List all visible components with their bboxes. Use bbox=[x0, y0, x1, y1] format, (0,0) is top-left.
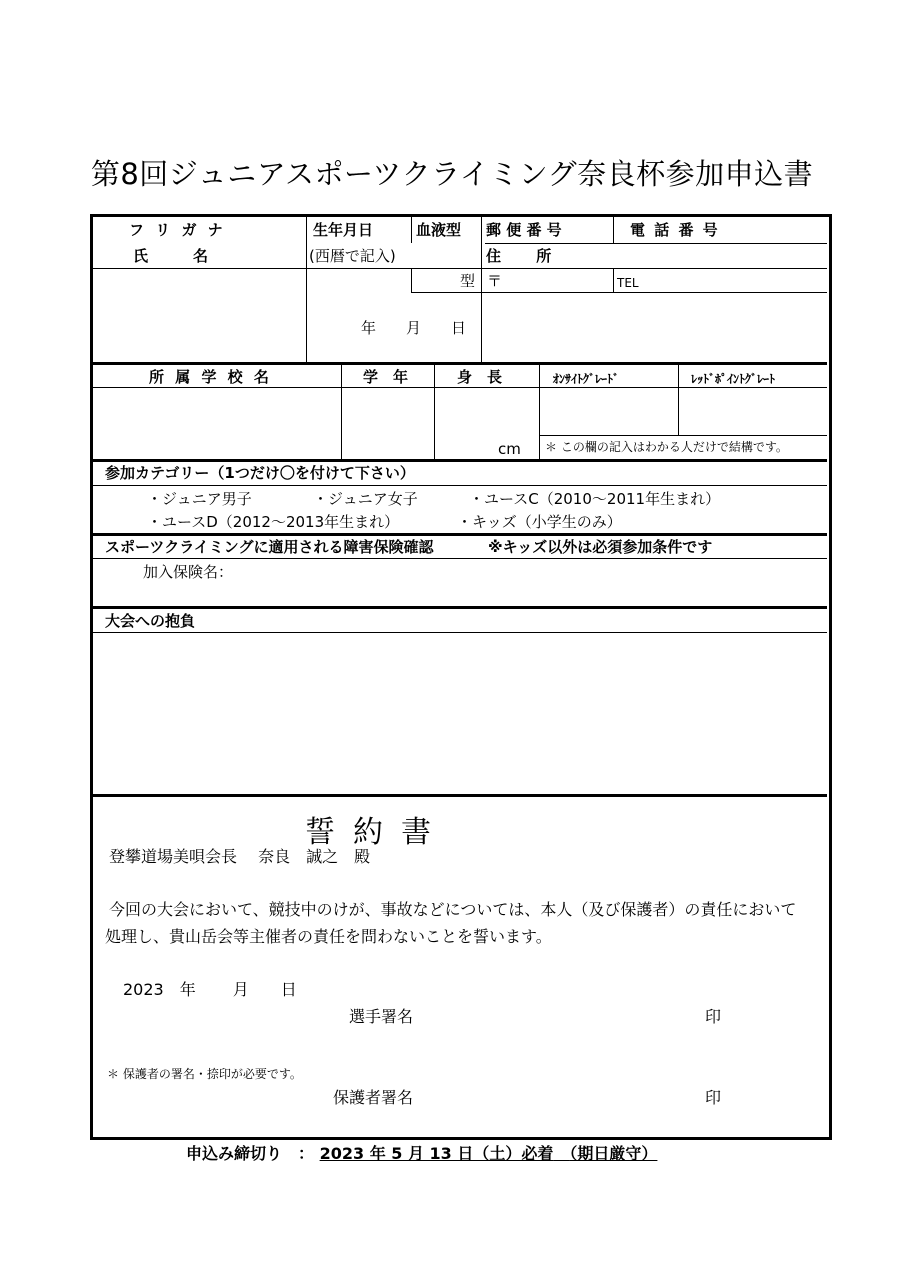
school-name-label: 所 属 学 校 名 bbox=[149, 368, 272, 386]
postal-mark: 〒 bbox=[487, 272, 503, 290]
oath-body-line-1: 今回の大会において、競技中のけが、事故などについては、本人（及び保護者）の責任において bbox=[109, 900, 797, 919]
birth-note: (西暦で記入) bbox=[309, 247, 396, 265]
grade-note: ＊ この欄の記入はわかる人だけで結構です。 bbox=[545, 440, 788, 454]
postal-code-label: 郵 便 番 号 bbox=[486, 221, 562, 239]
guardian-seal-mark: 印 bbox=[705, 1088, 722, 1107]
height-label: 身 長 bbox=[457, 368, 503, 386]
birth-date-label: 生年月日 bbox=[313, 221, 374, 239]
name-label: 氏 名 bbox=[133, 247, 209, 265]
blood-type-unit: 型 bbox=[460, 272, 476, 290]
deadline-label: 申込み締切り ： bbox=[186, 1144, 315, 1163]
insurance-name-field: 加入保険名： bbox=[143, 563, 234, 581]
redpoint-grade-label: ﾚｯﾄﾞﾎﾟｲﾝﾄｸﾞﾚｰﾄ bbox=[691, 372, 776, 386]
oath-body-line-2: 処理し、貴山岳会等主催者の責任を問わないことを誓います。 bbox=[105, 927, 552, 946]
onsight-grade-label: ｵﾝｻｲﾄｸﾞﾚｰﾄﾞ bbox=[553, 372, 620, 386]
category-option-junior-girls: ・ジュニア女子 bbox=[313, 490, 418, 508]
deadline bbox=[186, 1141, 657, 1164]
guardian-note: ＊ 保護者の署名・捺印が必要です。 bbox=[107, 1067, 302, 1081]
insurance-note: ※キッズ以外は必須参加条件です bbox=[488, 538, 713, 556]
category-header: 参加カテゴリー（1つだけ〇を付けて下さい） bbox=[105, 464, 415, 482]
application-form bbox=[90, 214, 832, 1140]
address-label: 住 所 bbox=[486, 247, 552, 265]
guardian-signature-label: 保護者署名 bbox=[333, 1088, 414, 1107]
height-unit: cm bbox=[498, 440, 521, 458]
category-option-junior-boys: ・ジュニア男子 bbox=[147, 490, 252, 508]
insurance-header: スポーツクライミングに適用される障害保険確認 bbox=[105, 538, 434, 556]
category-option-kids: ・キッズ（小学生のみ） bbox=[457, 513, 622, 531]
category-option-youth-c: ・ユースC（2010～2011年生まれ） bbox=[469, 490, 721, 508]
oath-date: 2023 年 月 日 bbox=[123, 980, 297, 999]
phone-label: 電 話 番 号 bbox=[630, 221, 720, 239]
page-title: 第8回ジュニアスポーツクライミング奈良杯参加申込書 bbox=[90, 157, 814, 191]
athlete-seal-mark: 印 bbox=[705, 1007, 722, 1026]
furigana-label: フ リ ガ ナ bbox=[129, 221, 226, 239]
oath-title: 誓約書 bbox=[305, 815, 449, 850]
ambition-header: 大会への抱負 bbox=[105, 612, 196, 630]
phone-mark: TEL bbox=[617, 276, 639, 290]
category-option-youth-d: ・ユースD（2012～2013年生まれ） bbox=[147, 513, 400, 531]
grade-label: 学 年 bbox=[363, 368, 409, 386]
deadline-date: 2023 年 5 月 13 日（土）必着 （期日厳守） bbox=[319, 1144, 658, 1163]
athlete-signature-label: 選手署名 bbox=[349, 1007, 414, 1026]
birth-date-fields: 年 月 日 bbox=[361, 319, 467, 337]
oath-addressee: 登攀道場美唄会長 奈良 誠之 殿 bbox=[109, 847, 371, 866]
blood-type-label: 血液型 bbox=[416, 221, 462, 239]
